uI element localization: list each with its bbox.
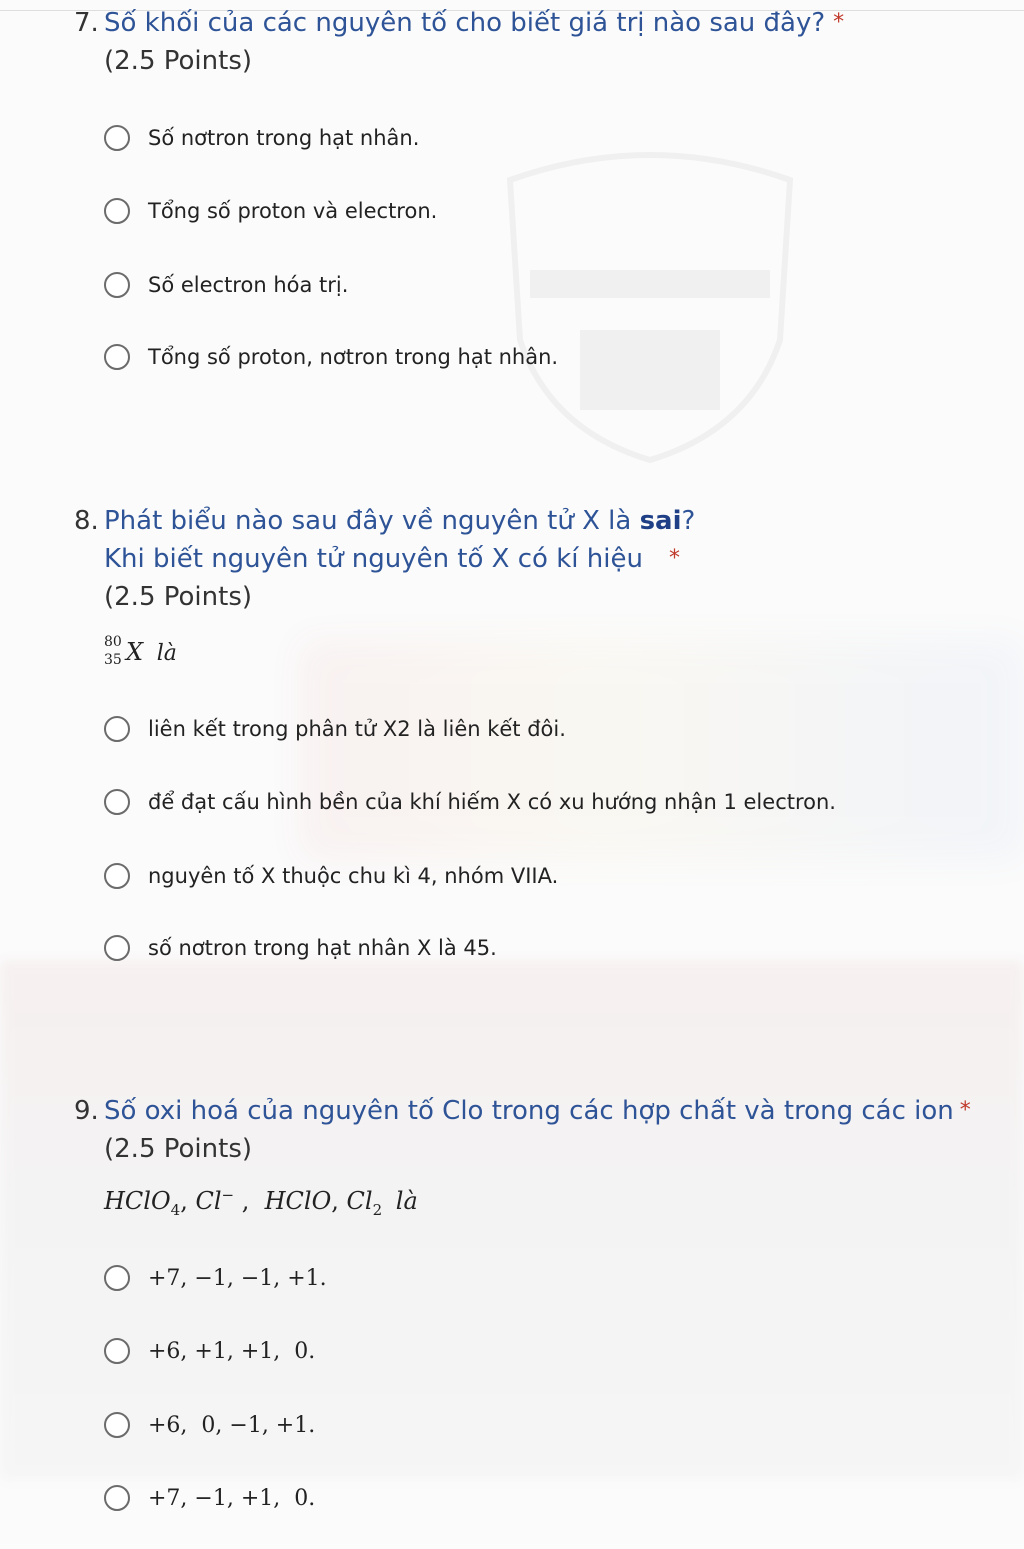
- option-label: +6, +1, +1, 0.: [148, 1338, 316, 1364]
- radio-button[interactable]: [104, 125, 130, 151]
- element-symbol-formula: [104, 634, 177, 674]
- question-points: (2.5 Points): [104, 582, 253, 612]
- option-7-b[interactable]: [104, 194, 437, 228]
- radio-button[interactable]: [104, 1265, 130, 1291]
- question-9: [74, 1092, 971, 1168]
- question-points: (2.5 Points): [104, 1134, 253, 1164]
- emphasis-word: sai: [639, 506, 682, 536]
- option-9-b[interactable]: [104, 1334, 315, 1368]
- question-text: Phát biểu nào sau đây về nguyên tử X là: [104, 506, 640, 536]
- option-label: nguyên tố X thuộc chu kì 4, nhóm VIIA.: [148, 864, 559, 888]
- option-9-d[interactable]: [104, 1481, 315, 1515]
- chlorine-compounds-formula: [104, 1186, 418, 1219]
- required-mark: *: [959, 1098, 971, 1123]
- option-label: Số electron hóa trị.: [148, 273, 349, 297]
- radio-button[interactable]: [104, 789, 130, 815]
- radio-button[interactable]: [104, 863, 130, 889]
- option-7-a[interactable]: [104, 121, 419, 155]
- radio-button[interactable]: [104, 1338, 130, 1364]
- radio-button[interactable]: [104, 1485, 130, 1511]
- formula-hclo: HClO: [264, 1187, 332, 1215]
- option-label: +6, 0, −1, +1.: [148, 1412, 316, 1438]
- option-label: +7, −1, −1, +1.: [148, 1265, 327, 1291]
- question-9-title: [74, 1092, 971, 1130]
- radio-button[interactable]: [104, 935, 130, 961]
- question-text: Số khối của các nguyên tố cho biết giá trị nào sau đây?: [104, 8, 826, 38]
- question-8-title: [74, 502, 695, 540]
- formula-hclo4: HClO: [104, 1187, 171, 1215]
- element-symbol: X: [126, 638, 144, 666]
- option-8-c[interactable]: [104, 859, 558, 893]
- formula-cl-ion: Cl: [195, 1187, 222, 1215]
- question-text-end: ?: [681, 506, 696, 536]
- subscript: 2: [372, 1200, 383, 1219]
- atomic-number: 35: [104, 652, 122, 668]
- building-watermark: [0, 960, 1024, 1480]
- option-label: Tổng số proton, nơtron trong hạt nhân.: [148, 345, 559, 369]
- separator: ,: [180, 1187, 196, 1215]
- question-points: (2.5 Points): [104, 46, 253, 76]
- question-7: [74, 4, 844, 80]
- formula-suffix: là: [156, 641, 177, 666]
- option-8-d[interactable]: [104, 931, 497, 965]
- radio-button[interactable]: [104, 344, 130, 370]
- required-mark: *: [668, 546, 680, 571]
- radio-button[interactable]: [104, 1412, 130, 1438]
- option-label: liên kết trong phân tử X2 là liên kết đôi.: [148, 717, 566, 741]
- option-8-b[interactable]: [104, 785, 836, 819]
- separator: ,: [234, 1187, 265, 1215]
- superscript: −: [221, 1186, 235, 1204]
- option-7-d[interactable]: [104, 340, 558, 374]
- option-label: Số nơtron trong hạt nhân.: [148, 126, 420, 150]
- question-8-line2: [74, 540, 695, 578]
- question-8: [74, 502, 695, 616]
- separator: ,: [331, 1187, 347, 1215]
- question-number: 7.: [74, 8, 99, 38]
- banner-watermark: [300, 640, 1024, 860]
- school-crest-watermark: [470, 140, 830, 470]
- option-label: Tổng số proton và electron.: [148, 199, 438, 223]
- radio-button[interactable]: [104, 272, 130, 298]
- option-label: để đạt cấu hình bền của khí hiếm X có xu hướng nhận 1 electron.: [148, 790, 836, 814]
- option-label: số nơtron trong hạt nhân X là 45.: [148, 936, 497, 960]
- question-text: Số oxi hoá của nguyên tố Clo trong các hợp chất và trong các ion: [104, 1096, 954, 1126]
- question-number: 9.: [74, 1096, 99, 1126]
- option-label: +7, −1, +1, 0.: [148, 1485, 316, 1511]
- option-8-a[interactable]: [104, 712, 566, 746]
- option-7-c[interactable]: [104, 268, 348, 302]
- question-number: 8.: [74, 506, 99, 536]
- radio-button[interactable]: [104, 198, 130, 224]
- question-text: Khi biết nguyên tử nguyên tố X có kí hiệu: [104, 544, 643, 574]
- formula-cl2: Cl: [346, 1187, 373, 1215]
- option-9-c[interactable]: [104, 1408, 315, 1442]
- question-7-title: [74, 4, 844, 42]
- formula-suffix: là: [395, 1187, 418, 1215]
- mass-number: 80: [104, 634, 122, 650]
- radio-button[interactable]: [104, 716, 130, 742]
- required-mark: *: [833, 10, 845, 35]
- option-9-a[interactable]: [104, 1261, 327, 1295]
- subscript: 4: [170, 1200, 181, 1219]
